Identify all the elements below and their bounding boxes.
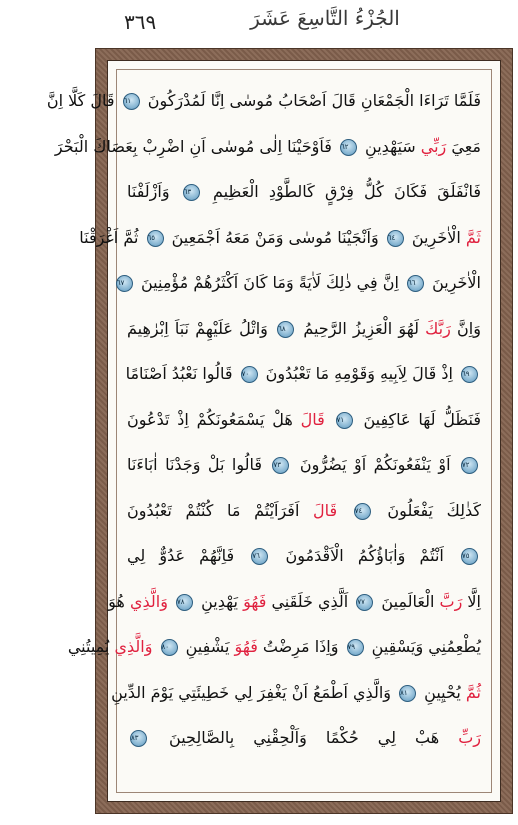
verse-text: فَاَوْحَيْنَا اِلٰى مُوسٰى اَنِ اضْرِبْ بِعَصَاكَ الْبَحْرَ	[54, 136, 332, 156]
decorative-frame	[46, 48, 513, 814]
verse-text: فَانْفَلَقَ فَكَانَ كُلُّ فِرْقٍ كَالطَّوْدِ الْعَظِيمِ	[213, 182, 482, 201]
text-line	[127, 715, 481, 761]
highlighted-word: رَبِّ	[458, 728, 481, 747]
ayah-number-marker: ٦٤	[387, 230, 404, 247]
ayah-number-marker: ٧٧	[356, 594, 373, 611]
verse-text: فَاِنَّهُمْ عَدُوٌّ لِي	[127, 546, 235, 565]
verse-text: اَلَّذِي خَلَقَنِي	[266, 591, 349, 611]
highlighted-word: فَهُوَ	[243, 591, 267, 611]
page-header	[0, 0, 518, 50]
ayah-number-marker: ٧٦	[251, 548, 268, 565]
ayah-number-marker: ٦١	[123, 93, 140, 110]
highlighted-word: قَالَ	[300, 409, 325, 429]
verse-text: اِذْ قَالَ لِاَبِيهِ وَقَوْمِهِ مَا تَعْبُدُونَ	[265, 364, 453, 383]
text-line	[111, 670, 481, 716]
verse-text: اَوْ يَنْفَعُونَكُمْ اَوْ يَضُرُّونَ	[299, 455, 451, 474]
frame-inner	[46, 60, 501, 802]
verse-text: وَاَزْلَفْنَا	[127, 182, 170, 201]
verse-text: قَالُوا نَعْبُدُ اَصْنَامًا	[125, 364, 233, 383]
verse-text: يُطْعِمُنِي وَيَسْقِينِ	[371, 637, 481, 656]
text-line	[116, 260, 481, 306]
text-line	[127, 488, 481, 534]
ayah-number-marker: ٦٣	[183, 184, 200, 201]
juz-title: الجُزْءُ التَّاسِعَ عَشَرَ	[250, 6, 400, 30]
ayah-number-marker: ٨١	[399, 685, 416, 702]
ayah-number-marker: ٧٤	[354, 503, 371, 520]
text-line	[108, 579, 481, 625]
verse-text: ثُمَّ اَغْرَقْنَا	[79, 227, 139, 247]
verse-text: وَالَّذِي اَطْمَعُ اَنْ يَغْفِرَ لِي خَطِيئَتِي يَوْمَ الدِّينِ	[111, 682, 391, 702]
highlighted-word: رَبَّكَ	[425, 318, 451, 338]
highlighted-word: وَالَّذِي	[114, 637, 153, 656]
verse-text: وَاِنَّ	[450, 318, 481, 338]
verse-text: كَذٰلِكَ يَفْعَلُونَ	[387, 500, 481, 520]
verse-text: قَالُوا بَلْ وَجَدْنَا اٰبَاءَنَا	[127, 455, 263, 474]
verse-text: يُحْيِينِ	[424, 682, 461, 702]
verse-text: وَاتْلُ عَلَيْهِمْ نَبَاَ اِبْرٰهِيمَ	[127, 318, 268, 338]
ayah-number-marker: ٦٦	[407, 275, 424, 292]
ayah-number-marker: ٧٥	[461, 548, 478, 565]
ayah-number-marker: ٧٨	[176, 594, 193, 611]
ayah-number-marker: ٦٩	[461, 366, 478, 383]
ayah-number-marker: ٦٧	[116, 275, 133, 292]
ayah-number-marker: ٧٠	[241, 366, 258, 383]
verse-text: اِنَّ فِي ذٰلِكَ لَاٰيَةً وَمَا كَانَ اَكْثَرُهُمْ مُؤْمِنِينَ	[141, 273, 399, 292]
verse-text: فَنَظَلُّ لَهَا عَاكِفِينَ	[363, 409, 482, 429]
verse-text: هُوَ	[108, 591, 125, 611]
ayah-number-marker: ٨٣	[130, 730, 147, 747]
ayah-number-marker: ٧١	[336, 412, 353, 429]
text-line	[127, 533, 481, 579]
ayah-number-marker: ٧٢	[461, 457, 478, 474]
ayah-number-marker: ٦٢	[340, 139, 357, 156]
verse-text: وَاَنْجَيْنَا مُوسٰى وَمَنْ مَعَهُ اَجْمَعِينَ	[171, 227, 379, 247]
text-line	[127, 351, 481, 397]
highlighted-word: ثَمَّ	[465, 227, 481, 247]
ayah-number-marker: ٧٣	[272, 457, 289, 474]
page-number: ٣٦٩	[124, 10, 157, 34]
verse-text: يَهْدِينِ	[201, 591, 238, 611]
ayah-number-marker: ٦٥	[147, 230, 164, 247]
text-line	[54, 124, 481, 170]
highlighted-word: قَالَ	[313, 500, 338, 520]
highlighted-word: وَالَّذِي	[129, 591, 168, 611]
text-line	[127, 442, 481, 488]
ayah-number-marker: ٧٩	[347, 639, 364, 656]
verse-text: مَعِيَ	[446, 136, 481, 156]
verse-text: اَفَرَاَيْتُمْ مَا كُنْتُمْ تَعْبُدُونَ	[127, 500, 300, 520]
verse-text: وَاِذَا مَرِضْتُ	[257, 637, 339, 656]
verse-text: الْعَالَمِينَ	[381, 591, 435, 611]
ayah-number-marker: ٨٠	[161, 639, 178, 656]
highlighted-word: فَهُوَ	[234, 637, 258, 656]
text-line	[46, 78, 481, 124]
text-line	[127, 306, 481, 352]
quran-text-panel	[46, 69, 492, 793]
verse-text: فَلَمَّا تَرَاءَا الْجَمْعَانِ قَالَ اَصْحَابُ مُوسٰى اِنَّا لَمُدْرَكُونَ	[147, 91, 481, 110]
verse-text: الْاٰخَرِينَ	[432, 273, 481, 292]
verse-text: قَالَ كَلَّا اِنَّ	[46, 91, 115, 110]
text-line	[79, 215, 481, 261]
text-line	[67, 624, 481, 670]
highlighted-word: رَبَّ	[439, 591, 463, 611]
verse-text: يُمِيتُنِي	[67, 637, 110, 656]
verse-text: اِلَّا	[462, 591, 481, 611]
highlighted-word: ثُمَّ	[465, 682, 481, 702]
text-line	[127, 397, 481, 443]
verse-text: يَشْفِينِ	[185, 637, 230, 656]
verse-text: هَلْ يَسْمَعُونَكُمْ اِذْ تَدْعُونَ	[127, 409, 293, 429]
verse-text: اَنْتُمْ وَاٰبَاؤُكُمُ الْاَقْدَمُونَ	[285, 546, 444, 565]
ayah-number-marker: ٦٨	[277, 321, 294, 338]
verse-text: سَيَهْدِينِ	[365, 136, 416, 156]
verse-text: الْاٰخَرِينَ	[411, 227, 461, 247]
text-line	[127, 169, 481, 215]
verse-text: هَبْ لِي حُكْمًا وَاَلْحِقْنِي بِالصَّالِحِينَ	[169, 728, 440, 747]
verse-text: لَهُوَ الْعَزِيزُ الرَّحِيمُ	[303, 318, 419, 338]
highlighted-word: رَبِّي	[420, 136, 447, 156]
